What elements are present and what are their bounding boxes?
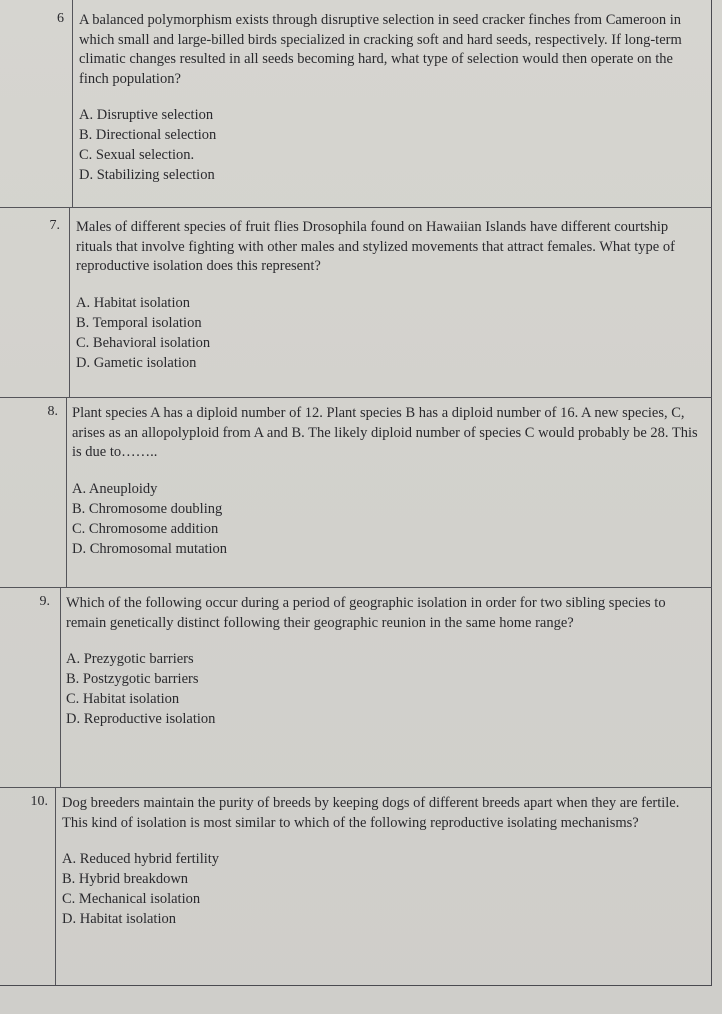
question-row-6 [0,0,712,208]
option-a: A. Disruptive selection [79,107,214,123]
option-b: B. Postzygotic barriers [66,671,199,687]
option-c: C. Sexual selection. [79,147,195,163]
question-body [62,794,698,929]
question-text: Males of different species of fruit flies Drosophila found on Hawaiian Islands have different courtship rituals that involve fighting with other males and stylized movements that attract females. What type of reproductive isolation does this represent? [76,219,675,274]
option-b: B. Directional selection [79,127,217,143]
question-row-9 [0,588,712,788]
question-text: Which of the following occur during a period of geographic isolation in order for two sibling species to remain genetically distinct following their geographic reunion in the same home range? [66,595,666,631]
question-number: 10. [30,794,48,809]
option-a: A. Prezygotic barriers [66,651,194,667]
question-body [79,11,698,185]
option-c: C. Mechanical isolation [62,891,201,907]
question-text: A balanced polymorphism exists through disruptive selection in seed cracker finches from Cameroon in which small and large-billed birds specialized in cracking soft and hard seeds, respectively. If long-term climatic changes resulted in all seeds becoming hard, what type of selection would then operate on the finch population? [79,12,682,87]
question-number: 8. [47,404,58,419]
question-number: 7. [49,218,60,233]
column-divider [66,398,67,587]
option-b: B. Temporal isolation [76,314,202,331]
option-a: A. Reduced hybrid fertility [62,851,220,867]
question-row-8 [0,398,712,588]
option-c: C. Chromosome addition [72,520,219,537]
column-divider [55,788,56,985]
column-divider [60,588,61,787]
question-body [76,218,698,373]
option-d: D. Habitat isolation [62,911,176,927]
option-b: B. Chromosome doubling [72,500,223,517]
column-divider [69,208,70,397]
option-c: C. Habitat isolation [66,691,180,707]
option-a: A. Aneuploidy [72,480,158,497]
column-divider [72,0,73,207]
option-d: D. Reproductive isolation [66,711,216,727]
option-d: D. Chromosomal mutation [72,540,228,557]
question-body [66,594,698,729]
option-b: B. Hybrid breakdown [62,871,189,887]
question-body [72,404,698,559]
question-row-10 [0,788,712,985]
question-number: 6 [57,11,64,26]
question-text: Plant species A has a diploid number of 12. Plant species B has a diploid number of 16. A new species, C, arises as an allopolyploid from A and B. The likely diploid number of species C would probably be 28. This is due to…….. [72,405,698,460]
question-number: 9. [39,594,50,609]
option-d: D. Stabilizing selection [79,167,215,183]
option-c: C. Behavioral isolation [76,334,211,351]
option-d: D. Gametic isolation [76,354,197,371]
question-text: Dog breeders maintain the purity of breeds by keeping dogs of different breeds apart when they are fertile. This kind of isolation is most similar to which of the following reproductive isolating mechanisms? [62,795,680,831]
question-row-7 [0,208,712,398]
option-a: A. Habitat isolation [76,294,190,311]
